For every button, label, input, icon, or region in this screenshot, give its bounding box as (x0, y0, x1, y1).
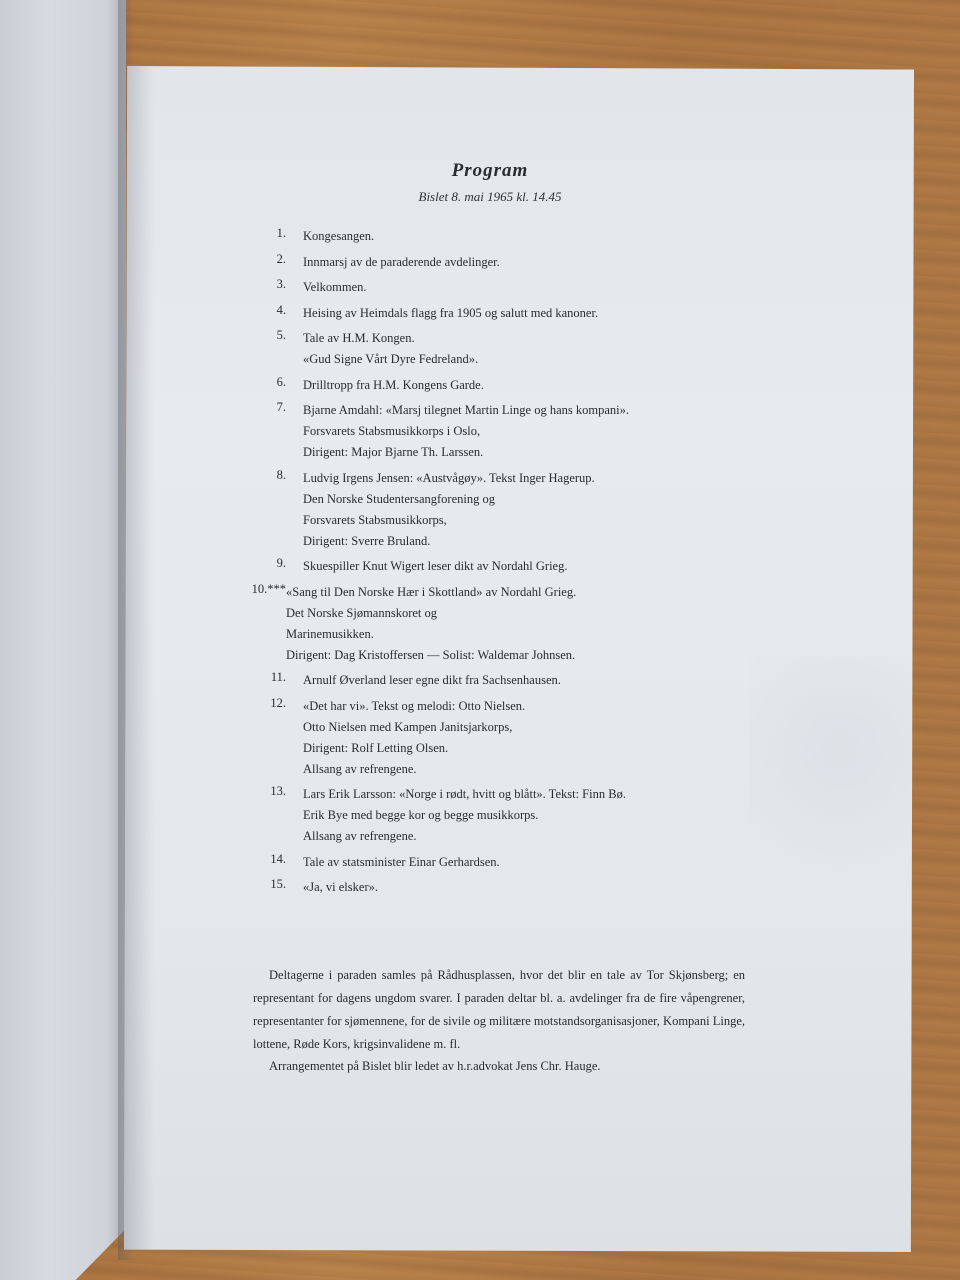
program-item (248, 696, 668, 780)
program-item (248, 784, 668, 847)
program-item-number: 2. (276, 251, 286, 266)
program-item-line: Dirigent: Rolf Letting Olsen. (303, 740, 449, 755)
program-item-number: 5. (276, 328, 286, 342)
program-item-text (286, 582, 668, 666)
program-item-line: Det Norske Sjømannskoret og (286, 605, 438, 620)
program-item (248, 556, 668, 577)
arranger-paragraph: Arrangementet på Bislet blir ledet av h.r.advokat Jens Chr. Hauge. (269, 1059, 601, 1073)
program-item-line: Drilltropp fra H.M. Kongens Garde. (303, 377, 484, 392)
program-item-line: Velkommen. (303, 280, 367, 294)
program-item-number: 1. (276, 226, 286, 240)
program-item-line: Dirigent: Sverre Bruland. (303, 533, 431, 548)
program-item (248, 375, 668, 396)
program-item-line: Dirigent: Dag Kristoffersen — Solist: Waldemar Johnsen. (286, 647, 576, 662)
program-item-number: 14. (270, 851, 286, 866)
program-item (248, 400, 668, 463)
program-item-text (303, 252, 668, 273)
program-item-number: 9. (276, 556, 286, 570)
program-item-line: Skuespiller Knut Wigert leser dikt av Nordahl Grieg. (303, 559, 568, 573)
program-list (248, 226, 668, 903)
program-item-text (303, 468, 668, 552)
program-item-line: Bjarne Amdahl: «Marsj tilegnet Martin Linge og hans kompani». (303, 403, 629, 417)
info-paragraph: Deltagerne i paraden samles på Rådhusplassen, hvor det blir en tale av Tor Skjønsberg; en representant for dagens ungdom svarer. I paraden deltar bl. a. avdelinger fra de fire våpengrener, representanter for sjømennene, for de sivile og militære motstandsorganisasjoner, Kompani Linge, lottene, Røde Kors, krigsinvalidene m. fl. (253, 968, 745, 1051)
program-item (248, 328, 668, 370)
program-item-line: Forsvarets Stabsmusikkorps i Oslo, (303, 424, 481, 438)
program-item-text (303, 556, 668, 577)
program-item-text (303, 303, 668, 324)
program-item (248, 852, 668, 873)
program-item-line: Ludvig Irgens Jensen: «Austvågøy». Tekst Inger Hagerup. (303, 470, 595, 485)
program-item-number: 15. (270, 877, 286, 891)
program-item-line: Erik Bye med begge kor og begge musikkorps. (303, 808, 539, 822)
program-item-text (303, 784, 668, 847)
program-item-line: Allsang av refrengene. (303, 761, 417, 776)
program-item (248, 670, 668, 691)
program-item-line: Forsvarets Stabsmusikkorps, (303, 512, 447, 527)
program-item-text (303, 226, 668, 247)
program-title: Program (451, 160, 529, 181)
program-item-line: Kongesangen. (303, 229, 375, 243)
program-item-number: 10.*** (251, 581, 286, 596)
program-item-line: Arnulf Øverland leser egne dikt fra Sachsenhausen. (303, 673, 561, 687)
program-item-text (303, 328, 668, 370)
program-item-line: Tale av H.M. Kongen. (303, 331, 415, 345)
program-item-line: «Sang til Den Norske Hær i Skottland» av Nordahl Grieg. (286, 584, 577, 599)
show-through (749, 656, 960, 886)
program-item-line: Heising av Heimdals flagg fra 1905 og salutt med kanoner. (303, 305, 599, 320)
program-item (248, 877, 668, 898)
program-item-number: 3. (276, 277, 286, 291)
program-item-text (303, 400, 668, 463)
program-item-line: Tale av statsminister Einar Gerhardsen. (303, 854, 500, 869)
program-item (248, 226, 668, 247)
program-item-line: Marinemusikken. (286, 626, 374, 641)
program-item (248, 582, 668, 666)
program-item-number: 11. (270, 670, 286, 684)
program-item-number: 13. (270, 784, 286, 798)
program-item-line: Otto Nielsen med Kampen Janitsjarkorps, (303, 719, 513, 734)
program-item-number: 7. (276, 400, 286, 414)
program-item-text (303, 696, 668, 780)
program-item (248, 468, 668, 552)
program-item-number: 8. (276, 467, 286, 482)
left-page (0, 0, 126, 1280)
program-item-text (303, 877, 668, 898)
program-item-line: Lars Erik Larsson: «Norge i rødt, hvitt og blått». Tekst: Finn Bø. (303, 787, 626, 801)
program-item-text (303, 670, 668, 691)
program-item-line: Dirigent: Major Bjarne Th. Larssen. (303, 445, 484, 459)
program-item-line: «Ja, vi elsker». (303, 880, 378, 894)
program-item-number: 12. (270, 695, 286, 710)
program-item (248, 277, 668, 298)
program-item-line: Den Norske Studentersangforening og (303, 491, 495, 506)
program-item (248, 303, 668, 324)
program-item-text (303, 277, 668, 298)
program-item-line: Innmarsj av de paraderende avdelinger. (303, 254, 500, 269)
program-item-text (303, 852, 668, 873)
program-item-line: «Det har vi». Tekst og melodi: Otto Nielsen. (303, 698, 526, 713)
program-item-line: Allsang av refrengene. (303, 829, 417, 843)
program-subtitle: Bislet 8. mai 1965 kl. 14.45 (418, 189, 562, 204)
program-item-text (303, 375, 668, 396)
program-item-number: 6. (276, 374, 286, 389)
program-item (248, 252, 668, 273)
program-item-line: «Gud Signe Vårt Dyre Fedreland». (303, 352, 479, 366)
program-item-number: 4. (276, 302, 286, 317)
